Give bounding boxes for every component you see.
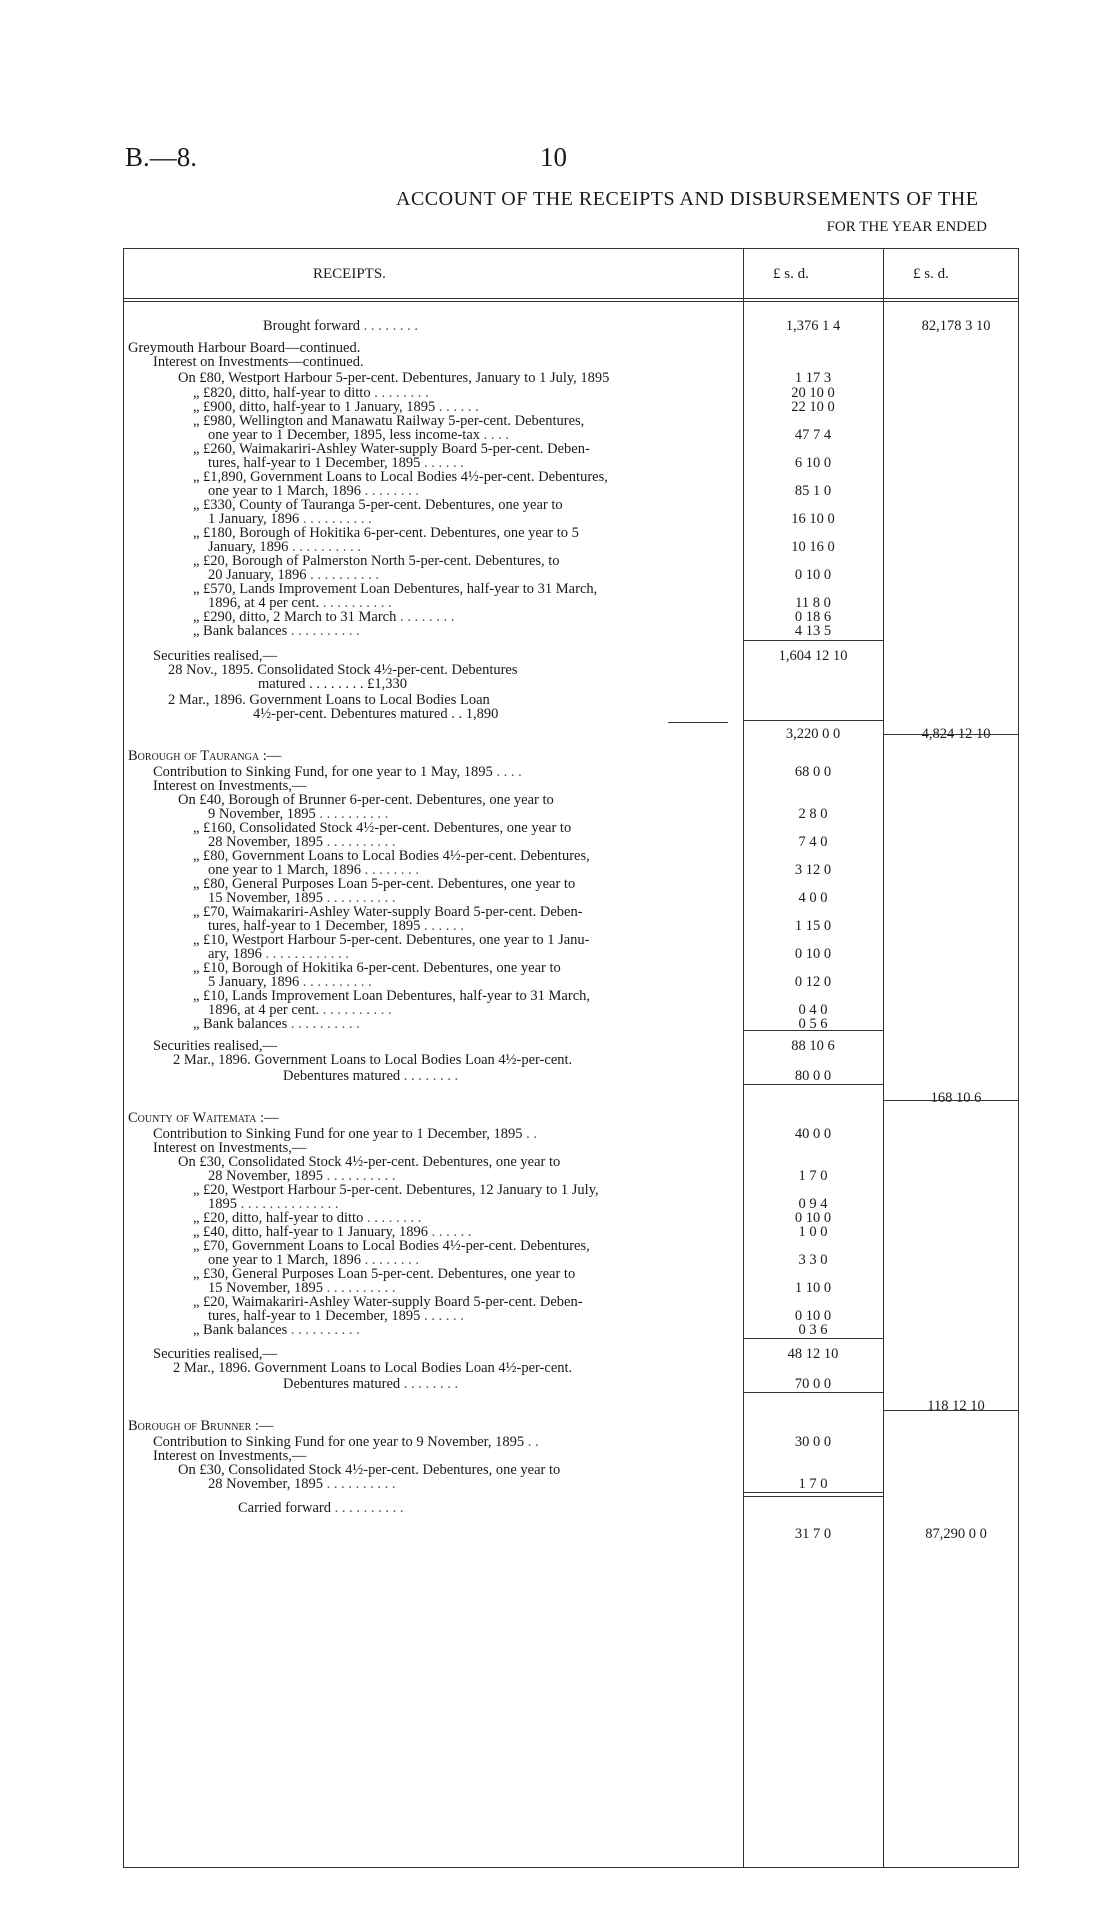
amount-col2: 168 10 6 [930, 1090, 982, 1106]
row-description [123, 1360, 783, 1376]
amount-col1: 47 7 4 [794, 427, 832, 443]
table-row [123, 1090, 1019, 1106]
table-bottom-rule [123, 1867, 1019, 1868]
row-text: On £80, Westport Harbour 5-per-cent. Debentures, January to 1 July, 1895 [178, 370, 610, 386]
amount-col1: 1,604 12 10 [778, 648, 848, 664]
row-text: ary, 1896 [208, 946, 262, 962]
row-text: 1 January, 1896 [208, 511, 300, 527]
amount-col1: 80 0 0 [794, 1068, 832, 1084]
row-text: „ Bank balances [193, 1322, 288, 1338]
receipts-table [123, 248, 1019, 1868]
table-row [123, 1016, 1019, 1032]
table-row [123, 318, 1019, 334]
row-text: On £30, Consolidated Stock 4½-per-cent. Debentures, one year to [178, 1154, 561, 1170]
amount-col1: 0 3 6 [798, 1322, 828, 1338]
amount-col1: 88 10 6 [791, 1038, 835, 1054]
row-description [123, 1500, 848, 1516]
leader-dots: . . . . . . . . . . [319, 1002, 392, 1018]
leader-dots: . . . . . . . . [361, 483, 420, 499]
row-text: tures, half-year to 1 December, 1895 [208, 1308, 421, 1324]
row-description [123, 1016, 803, 1032]
row-text: „ £70, Government Loans to Local Bodies 4½-per-cent. Debentures, [193, 1238, 590, 1254]
table-row [123, 676, 1019, 692]
amount-col1: 1 15 0 [794, 918, 832, 934]
row-text: Debentures matured [283, 1376, 401, 1392]
amount-col1: 4 0 0 [798, 890, 828, 906]
row-text: 1895 [208, 1196, 237, 1212]
subtotal-rule [743, 1084, 883, 1085]
row-text: 28 November, 1895 [208, 1476, 323, 1492]
row-text: 2 Mar., 1896. Government Loans to Local Bodies Loan 4½-per-cent. [173, 1052, 573, 1068]
amount-col1: 0 5 6 [798, 1016, 828, 1032]
document-title: ACCOUNT OF THE RECEIPTS AND DISBURSEMENTS OF THE [396, 188, 979, 210]
table-row [123, 1418, 1019, 1434]
row-text: „ £10, Lands Improvement Loan Debentures, half-year to 31 March, [193, 988, 591, 1004]
leader-dots: . . . . . . . . . . [306, 567, 380, 583]
table-row [123, 354, 1019, 370]
total-rule [883, 734, 1019, 735]
leader-dots: . . . . . . . . [396, 609, 455, 625]
table-row [123, 748, 1019, 764]
amount-col1: 20 10 0 [791, 385, 835, 401]
row-text: tures, half-year to 1 December, 1895 [208, 918, 421, 934]
row-text: „ £290, ditto, 2 March to 31 March [193, 609, 397, 625]
row-text: „ £30, General Purposes Loan 5-per-cent. Debentures, one year to [193, 1266, 576, 1282]
amount-col1: 70 0 0 [794, 1376, 832, 1392]
subtotal-rule-double [743, 1496, 883, 1497]
row-text: Debentures matured [283, 1068, 401, 1084]
row-description [123, 748, 738, 764]
leader-dots: . . . . . . . . . . [323, 1168, 396, 1184]
row-text: „ £80, General Purposes Loan 5-per-cent. Debentures, one year to [193, 876, 576, 892]
subtotal-rule [743, 640, 883, 641]
leader-dots: . . . . . . . . [363, 1210, 422, 1226]
amount-col1: 31 7 0 [794, 1526, 832, 1542]
row-text: one year to 1 March, 1896 [208, 862, 362, 878]
row-text: 1896, at 4 per cent. [208, 595, 320, 611]
header-rule [123, 298, 1019, 299]
row-text: „ £20, Borough of Palmerston North 5-per-cent. Debentures, to [193, 553, 560, 569]
receipts-heading: RECEIPTS. [313, 266, 386, 282]
row-text: „ £10, Borough of Hokitika 6-per-cent. Debentures, one year to [193, 960, 561, 976]
amount-col1: 68 0 0 [794, 764, 832, 780]
amount-col1: 0 10 0 [794, 1210, 832, 1226]
amount-col1: 0 10 0 [794, 567, 832, 583]
subtotal-rule [743, 1392, 883, 1393]
document-subtitle: FOR THE YEAR ENDED [826, 219, 987, 235]
amount-col1: 0 4 0 [798, 1002, 828, 1018]
row-description [123, 318, 873, 334]
amount-col1: 0 12 0 [794, 974, 832, 990]
leader-dots: . . . . . . . . . . [299, 974, 372, 990]
row-description [123, 676, 868, 692]
row-text: „ £900, ditto, half-year to 1 January, 1895 [193, 399, 436, 415]
amount-col2: 118 12 10 [927, 1398, 985, 1414]
row-text: „ £80, Government Loans to Local Bodies 4½-per-cent. Debentures, [193, 848, 590, 864]
subtotal-rule [743, 1492, 883, 1493]
leader-dots: . . [524, 1434, 539, 1450]
amount-col1: 10 16 0 [791, 539, 835, 555]
table-row [123, 1322, 1019, 1338]
row-text: „ £570, Lands Improvement Loan Debentures, half-year to 31 March, [193, 581, 598, 597]
amount-col1: 0 10 0 [794, 946, 832, 962]
row-text: 2 Mar., 1896. Government Loans to Local Bodies Loan [168, 692, 490, 708]
row-text: „ £10, Westport Harbour 5-per-cent. Debentures, one year to 1 Janu- [193, 932, 590, 948]
leader-dots: . . . . . . . . [400, 1068, 459, 1084]
table-row [123, 623, 1019, 639]
subtotal-rule [743, 1030, 883, 1031]
leader-dots: . . . . . . . . . . [323, 890, 396, 906]
row-text: „ £980, Wellington and Manawatu Railway 5-per-cent. Debentures, [193, 413, 585, 429]
subtotal-rule [743, 720, 883, 721]
leader-dots: . . . . . . [420, 455, 464, 471]
row-text: Greymouth Harbour Board—continued. [128, 340, 361, 356]
row-text: one year to 1 December, 1895, less income-tax [208, 427, 481, 443]
row-text: 2 Mar., 1896. Government Loans to Local Bodies Loan 4½-per-cent. [173, 1360, 573, 1376]
leader-dots: . . [522, 1126, 538, 1142]
row-text: Contribution to Sinking Fund for one year to 9 November, 1895 [153, 1434, 525, 1450]
leader-dots: . . . . . . . . [400, 1376, 459, 1392]
row-text: Securities realised,— [153, 1346, 278, 1362]
row-text: 28 Nov., 1895. Consolidated Stock 4½-per-cent. Debentures [168, 662, 518, 678]
leader-dots: . . . . [480, 427, 510, 443]
leader-dots: . . . . . . . . . . . . [261, 946, 349, 962]
row-text: Carried forward [238, 1500, 331, 1516]
row-text: „ Bank balances [193, 1016, 288, 1032]
leader-dots: . . . . . . . . . . [287, 1016, 360, 1032]
row-text: 4½-per-cent. Debentures matured . . 1,890 [253, 706, 499, 722]
row-text: On £40, Borough of Brunner 6-per-cent. Debentures, one year to [178, 792, 554, 808]
row-text: Brought forward [263, 318, 361, 334]
leader-dots: . . . . . . . . . . [287, 1322, 360, 1338]
row-text: tures, half-year to 1 December, 1895 [208, 455, 421, 471]
amount-col1: 1 10 0 [794, 1280, 832, 1296]
row-text: one year to 1 March, 1896 [208, 483, 362, 499]
leader-dots: . . . . . . . . [361, 1252, 420, 1268]
row-text: Borough of Tauranga :— [128, 748, 282, 764]
amount-col1: 3,220 0 0 [785, 726, 841, 742]
table-top-rule [123, 248, 1019, 249]
amount-col1: 4 13 5 [794, 623, 832, 639]
page-number: 10 [540, 142, 567, 172]
leader-dots: . . . . . . . . . . [319, 595, 392, 611]
amount-col2: 4,824 12 10 [921, 726, 991, 742]
amount-col1: 1 17 3 [794, 370, 832, 386]
row-text: Securities realised,— [153, 648, 278, 664]
leader-dots: . . . . . . . . . . [323, 1476, 396, 1492]
row-text: matured . . . . . . . . £1,330 [258, 676, 408, 692]
row-text: 1896, at 4 per cent. [208, 1002, 320, 1018]
amount-col1: 85 1 0 [794, 483, 832, 499]
leader-dots: . . . . . . . . . . [315, 806, 389, 822]
row-text: Interest on Investments,— [153, 778, 307, 794]
page-code: B.—8. [125, 142, 198, 172]
amount-col1: 1,376 1 4 [785, 318, 841, 334]
row-description [123, 1052, 783, 1068]
leader-dots: . . . . . . . . [361, 862, 420, 878]
row-text: County of Waitemata :— [128, 1110, 279, 1126]
leader-dots: . . . . [492, 764, 522, 780]
leader-dots: . . . . . . . . . . . . . . [237, 1196, 339, 1212]
amount-col1: 7 4 0 [798, 834, 828, 850]
row-text: Interest on Investments,— [153, 1448, 307, 1464]
total-rule [883, 1100, 1019, 1101]
row-text: Borough of Brunner :— [128, 1418, 274, 1434]
row-text: 20 January, 1896 [208, 567, 307, 583]
row-text: 28 November, 1895 [208, 834, 323, 850]
amount-col1: 3 3 0 [798, 1252, 828, 1268]
row-description [123, 1418, 738, 1434]
row-text: one year to 1 March, 1896 [208, 1252, 362, 1268]
leader-dots: . . . . . . [435, 399, 479, 415]
row-text: 28 November, 1895 [208, 1168, 323, 1184]
row-text: „ £20, Westport Harbour 5-per-cent. Debentures, 12 January to 1 July, [193, 1182, 599, 1198]
row-text: „ £20, Waimakariri-Ashley Water-supply Board 5-per-cent. Deben- [193, 1294, 583, 1310]
row-text: Interest on Investments—continued. [153, 354, 364, 370]
amount-col1: 1 0 0 [798, 1224, 828, 1240]
amount-col1: 40 0 0 [794, 1126, 832, 1142]
row-description [123, 354, 763, 370]
row-description [123, 370, 788, 386]
row-text: January, 1896 [208, 539, 289, 555]
row-description [123, 623, 803, 639]
amount-col1: 1 7 0 [798, 1476, 828, 1492]
leader-dots: . . . . . . [420, 918, 464, 934]
amount-col1: 3 12 0 [794, 862, 832, 878]
leader-dots: . . . . . . . . . . [299, 511, 372, 527]
amount-col1: 0 10 0 [794, 1308, 832, 1324]
amount-col1: 0 18 6 [794, 609, 832, 625]
row-text: „ £330, County of Tauranga 5-per-cent. Debentures, one year to [193, 497, 563, 513]
row-text: Contribution to Sinking Fund, for one year to 1 May, 1895 [153, 764, 493, 780]
table-row [123, 1110, 1019, 1126]
row-text: „ £70, Waimakariri-Ashley Water-supply Board 5-per-cent. Deben- [193, 904, 583, 920]
amount-col2: 87,290 0 0 [925, 1526, 987, 1542]
table-row [123, 1526, 1019, 1542]
leader-dots: . . . . . . . . . . [323, 1280, 396, 1296]
amount-col1: 2 8 0 [798, 806, 828, 822]
leader-dots: . . . . . . . . [360, 318, 419, 334]
leader-dots: . . . . . . [428, 1224, 472, 1240]
row-text: „ £260, Waimakariri-Ashley Water-supply Board 5-per-cent. Deben- [193, 441, 590, 457]
leader-dots: . . . . . . . . . . [288, 539, 361, 555]
header-rule-double [123, 301, 1019, 302]
row-text: 15 November, 1895 [208, 890, 323, 906]
amount-col1: 11 8 0 [795, 595, 831, 611]
leader-dots: . . . . . . . . [370, 385, 429, 401]
amount-col1: 30 0 0 [794, 1434, 832, 1450]
leader-dots: . . . . . . . . . . [323, 834, 396, 850]
table-row [123, 1052, 1019, 1068]
row-text: „ £20, ditto, half-year to ditto [193, 1210, 364, 1226]
row-text: „ £820, ditto, half-year to ditto [193, 385, 371, 401]
row-text: „ Bank balances [193, 623, 288, 639]
subtotal-rule [743, 1338, 883, 1339]
securities-rule [668, 722, 728, 723]
row-text: „ £1,890, Government Loans to Local Bodies 4½-per-cent. Debentures, [193, 469, 608, 485]
row-description [123, 1476, 818, 1492]
table-row [123, 1360, 1019, 1376]
leader-dots: . . . . . . . . . . [287, 623, 360, 639]
row-text: 9 November, 1895 [208, 806, 316, 822]
amount-col1: 0 9 4 [798, 1196, 828, 1212]
col2-heading: £ s. d. [913, 266, 949, 282]
col1-heading: £ s. d. [773, 266, 809, 282]
leader-dots: . . . . . . . . . . [331, 1500, 404, 1516]
table-row [123, 1476, 1019, 1492]
amount-col1: 6 10 0 [794, 455, 832, 471]
row-text: Interest on Investments,— [153, 1140, 307, 1156]
amount-col2: 82,178 3 10 [921, 318, 991, 334]
amount-col1: 48 12 10 [787, 1346, 839, 1362]
row-text: Contribution to Sinking Fund for one year to 1 December, 1895 [153, 1126, 523, 1142]
table-row [123, 1398, 1019, 1414]
table-row [123, 370, 1019, 386]
row-text: On £30, Consolidated Stock 4½-per-cent. Debentures, one year to [178, 1462, 561, 1478]
total-rule [883, 1410, 1019, 1411]
table-row [123, 706, 1019, 722]
amount-col1: 1 7 0 [798, 1168, 828, 1184]
row-description [123, 1110, 738, 1126]
row-text: „ £160, Consolidated Stock 4½-per-cent. Debentures, one year to [193, 820, 572, 836]
row-text: 15 November, 1895 [208, 1280, 323, 1296]
table-row [123, 1068, 1019, 1084]
row-text: „ £180, Borough of Hokitika 6-per-cent. Debentures, one year to 5 [193, 525, 579, 541]
row-text: Securities realised,— [153, 1038, 278, 1054]
row-text: 5 January, 1896 [208, 974, 300, 990]
row-description [123, 1322, 803, 1338]
table-row [123, 1500, 1019, 1516]
table-row [123, 1376, 1019, 1392]
row-text: „ £40, ditto, half-year to 1 January, 1896 [193, 1224, 429, 1240]
amount-col1: 16 10 0 [791, 511, 835, 527]
amount-col1: 22 10 0 [791, 399, 835, 415]
leader-dots: . . . . . . [420, 1308, 464, 1324]
